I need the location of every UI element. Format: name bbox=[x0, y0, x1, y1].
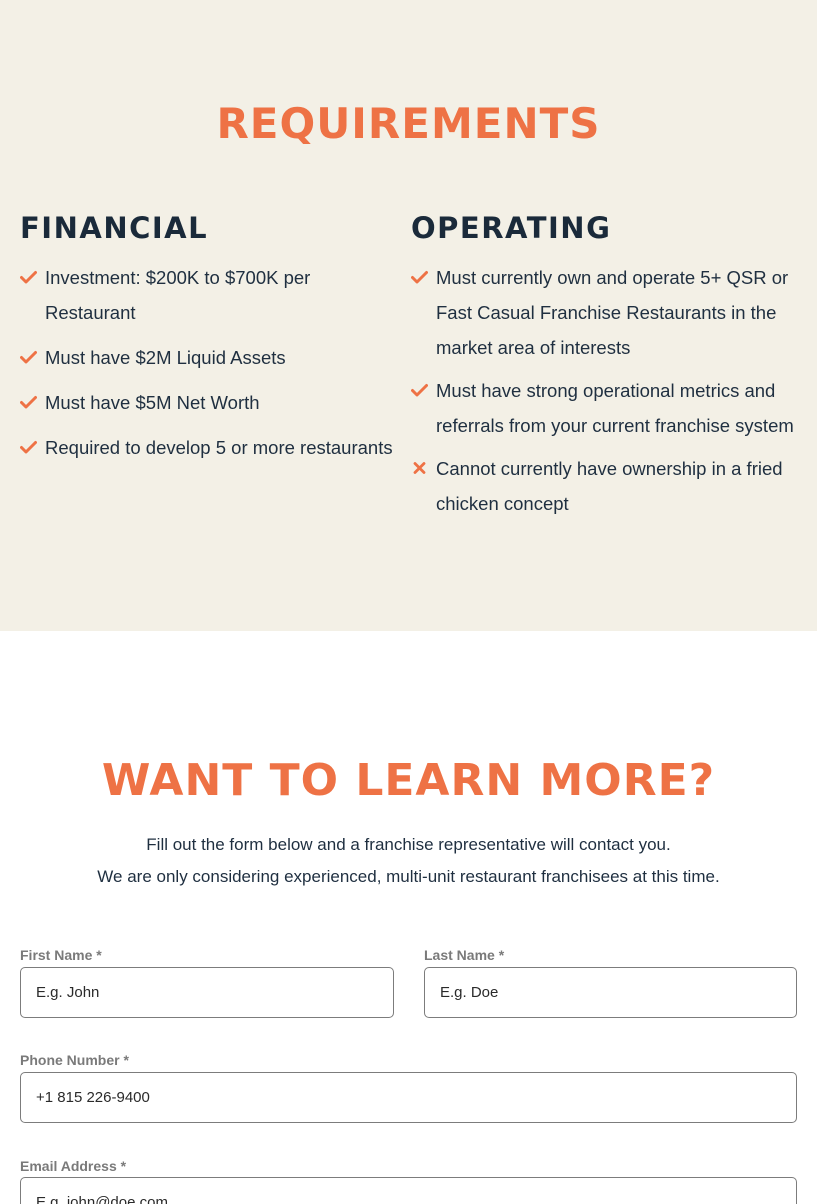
first-name-input[interactable] bbox=[20, 967, 394, 1018]
first-name-label: First Name * bbox=[20, 947, 102, 963]
phone-input[interactable] bbox=[20, 1072, 797, 1123]
requirement-item bbox=[411, 451, 806, 521]
operating-heading: OPERATING bbox=[411, 211, 612, 245]
last-name-label: Last Name * bbox=[424, 947, 505, 963]
requirement-item bbox=[20, 430, 405, 465]
requirement-text: Must have strong operational metrics and referrals from your current franchise system bbox=[436, 380, 794, 436]
requirement-text: Investment: $200K to $700K per Restaurant bbox=[45, 267, 311, 323]
phone-label: Phone Number * bbox=[20, 1052, 129, 1068]
requirement-item bbox=[20, 260, 405, 330]
learn-more-section bbox=[0, 631, 817, 1204]
financial-heading: FINANCIAL bbox=[20, 211, 209, 245]
requirements-title: REQUIREMENTS bbox=[216, 99, 601, 148]
check-icon bbox=[20, 395, 37, 410]
check-icon bbox=[411, 270, 428, 285]
learn-more-subtitle-2: We are only considering experienced, multi-unit restaurant franchisees at this time. bbox=[97, 867, 720, 886]
financial-list bbox=[20, 260, 405, 465]
requirement-item bbox=[20, 385, 405, 420]
cross-icon bbox=[411, 461, 428, 476]
requirement-text: Cannot currently have ownership in a fried chicken concept bbox=[436, 458, 783, 514]
requirement-text: Must have $5M Net Worth bbox=[45, 392, 260, 413]
learn-more-subtitle-1: Fill out the form below and a franchise representative will contact you. bbox=[146, 835, 671, 854]
learn-more-title: WANT TO LEARN MORE? bbox=[101, 755, 716, 806]
requirement-text: Must have $2M Liquid Assets bbox=[45, 347, 286, 368]
check-icon bbox=[20, 350, 37, 365]
email-input[interactable] bbox=[20, 1177, 797, 1204]
requirement-item bbox=[411, 260, 806, 365]
financial-column bbox=[20, 208, 405, 475]
check-icon bbox=[20, 270, 37, 285]
email-label: Email Address * bbox=[20, 1158, 127, 1174]
operating-column bbox=[411, 208, 806, 529]
last-name-input[interactable] bbox=[424, 967, 797, 1018]
check-icon bbox=[411, 383, 428, 398]
requirement-text: Must currently own and operate 5+ QSR or Fast Casual Franchise Restaurants in the market area of interests bbox=[436, 267, 789, 358]
requirement-text: Required to develop 5 or more restaurants bbox=[45, 437, 393, 458]
requirement-item bbox=[411, 373, 806, 443]
operating-list bbox=[411, 260, 806, 521]
requirement-item bbox=[20, 340, 405, 375]
check-icon bbox=[20, 440, 37, 455]
